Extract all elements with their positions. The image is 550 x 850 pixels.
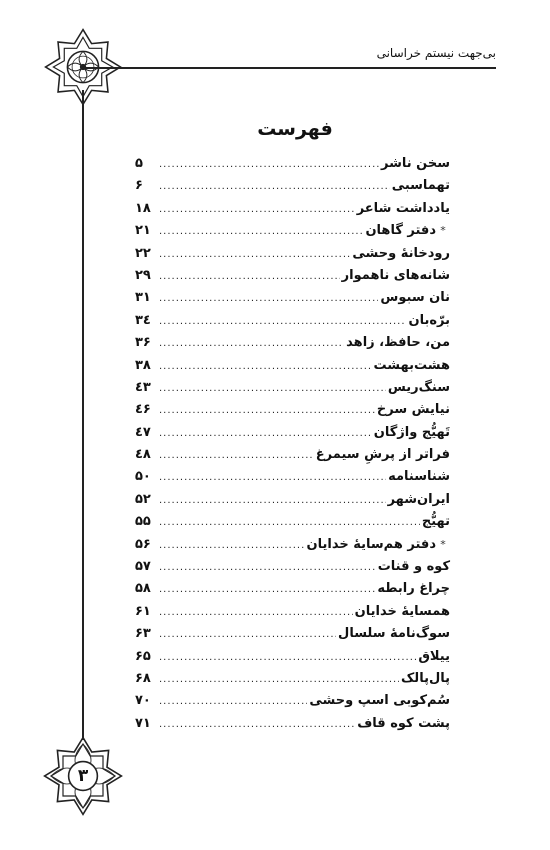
toc-entry-title: سوگ‌نامهٔ سلسال (338, 626, 450, 642)
dot-leader (159, 647, 416, 669)
dot-leader (159, 512, 420, 534)
toc-entry-page: ۳٤ (135, 312, 151, 328)
toc-entry-title: دفتر گاهان (365, 223, 436, 239)
toc-entry (135, 377, 450, 399)
dot-leader (159, 535, 305, 557)
toc-entry-page: ۵ (135, 156, 143, 171)
toc-entry-page: ۶۳ (135, 626, 151, 642)
toc-entry-title: فراتر از پرشِ سیمرغ (315, 447, 450, 463)
toc-entry-title: سخن ناشر (380, 156, 450, 171)
dot-leader (159, 467, 386, 489)
toc-entry-title: ایران‌شهر (387, 491, 450, 507)
toc-entry (135, 422, 450, 444)
toc-entry-page: ۶ (135, 178, 143, 194)
dot-leader (159, 288, 378, 310)
toc-entry (135, 175, 450, 197)
toc-entry-title: نیایش سرخ (376, 402, 450, 418)
toc-entry-page: ۳۱ (135, 290, 151, 306)
dot-leader (159, 378, 386, 400)
toc-entry (135, 198, 450, 220)
dot-leader (159, 199, 355, 221)
toc-entry-page: ۵۶ (135, 536, 151, 552)
toc-entry-title: شانه‌های ناهموار (341, 267, 450, 283)
toc-entry-title: رودخانهٔ وحشی (352, 245, 450, 261)
toc-entry-page: ۷۱ (135, 715, 151, 731)
toc-entry (135, 511, 450, 533)
toc-entry-title: شناسنامه (388, 469, 450, 485)
toc-entry (135, 332, 450, 354)
dot-leader (159, 244, 350, 266)
dot-leader (159, 557, 376, 579)
toc-entry (135, 646, 450, 668)
page-number: ۳ (77, 766, 89, 786)
toc-entry (135, 466, 450, 488)
toc-entry-title: پشت کوه قاف (357, 715, 450, 731)
toc-entry-title: ییلاق (418, 648, 450, 664)
toc-entry-title: سُم‌کوبی اسپ وحشی (309, 693, 450, 709)
dot-leader (159, 602, 353, 624)
toc-entry-title: برّه‌بان (408, 312, 450, 328)
dot-leader (159, 333, 344, 355)
toc-entry-page: ۳۸ (135, 357, 151, 373)
toc-entry-page: ۷۰ (135, 693, 151, 709)
section-marker-icon: * (440, 224, 446, 238)
toc-entry (135, 310, 450, 332)
toc-entry-page: ۵۲ (135, 491, 151, 507)
toc-entry-page: ٤۷ (135, 424, 151, 440)
toc-entry-title: نان سبوس (380, 290, 450, 306)
toc-entry (135, 668, 450, 690)
toc-heading: فهرست (257, 118, 333, 140)
toc-entry-title: تهماسبی (391, 178, 450, 194)
toc-entry-page: ۶۱ (135, 603, 151, 619)
toc-entry (135, 534, 450, 556)
toc-entry (135, 243, 450, 265)
dot-leader (159, 266, 340, 288)
toc-entry (135, 287, 450, 309)
toc-entry (135, 713, 450, 735)
margin-rule (82, 90, 84, 740)
toc-entry-page: ۳۶ (135, 335, 151, 351)
toc-entry (135, 601, 450, 623)
toc-entry-title: پال‌پالک (401, 670, 450, 686)
toc-entry-page: ۶۵ (135, 648, 151, 664)
toc-entry (135, 265, 450, 287)
toc-entry-page: ۲۱ (135, 223, 151, 239)
dot-leader (159, 400, 375, 422)
toc-entry (135, 153, 450, 175)
toc-entry-title: دفتر هم‌سایهٔ خدایان (306, 536, 436, 552)
toc-entry-title: هشت‌بهشت (373, 357, 450, 373)
dot-leader (159, 356, 372, 378)
dot-leader (159, 221, 363, 243)
dot-leader (159, 445, 314, 467)
toc-entry-page: ۲۲ (135, 245, 151, 261)
dot-leader (159, 691, 307, 713)
toc-entry (135, 489, 450, 511)
toc-entry (135, 355, 450, 377)
toc-entry-page: ۵۷ (135, 559, 151, 575)
dot-leader (159, 423, 372, 445)
toc-entry-page: ٤۸ (135, 447, 151, 463)
toc-entry (135, 220, 450, 242)
dot-leader (159, 176, 390, 198)
toc-entry-title: سنگ‌ریس (387, 379, 450, 395)
header-rule (84, 67, 496, 69)
toc-entry-page: ۵۸ (135, 581, 151, 597)
toc-entry (135, 690, 450, 712)
toc-entry-page: ٤۳ (135, 379, 151, 395)
toc-entry-page: ۱۸ (135, 200, 151, 216)
section-marker-icon: * (440, 537, 446, 551)
dot-leader (159, 154, 379, 176)
toc-entry-title: یادداشت شاعر (356, 200, 450, 216)
toc-entry-title: چراغ رابطه (377, 581, 450, 597)
dot-leader (159, 490, 386, 512)
dot-leader (159, 579, 375, 601)
dot-leader (159, 714, 355, 736)
toc-entry (135, 623, 450, 645)
toc-entry-page: ۲۹ (135, 267, 151, 283)
toc-entry (135, 444, 450, 466)
toc-entry-page: ۵۵ (135, 514, 151, 530)
toc-entry (135, 399, 450, 421)
toc-entry-title: همسایهٔ خدایان (354, 603, 450, 619)
toc-entry-page: ۵۰ (135, 469, 151, 485)
dot-leader (159, 624, 336, 646)
toc-entry-page: ۶۸ (135, 670, 151, 686)
toc-entry-title: تَهیُّج واژگان (373, 424, 450, 440)
toc-entry-title: کوه و قنات (377, 559, 450, 575)
toc-entry (135, 578, 450, 600)
toc-entry-page: ٤۶ (135, 402, 151, 418)
toc-entry (135, 556, 450, 578)
toc-entry-title: من، حافظ، زاهد (346, 335, 450, 351)
toc-entry-title: تهیُّج (421, 514, 450, 530)
toc-list (135, 153, 450, 735)
running-header-title: بی‌جهت نیستم خراسانی (376, 46, 496, 60)
dot-leader (159, 311, 406, 333)
dot-leader (159, 669, 399, 691)
